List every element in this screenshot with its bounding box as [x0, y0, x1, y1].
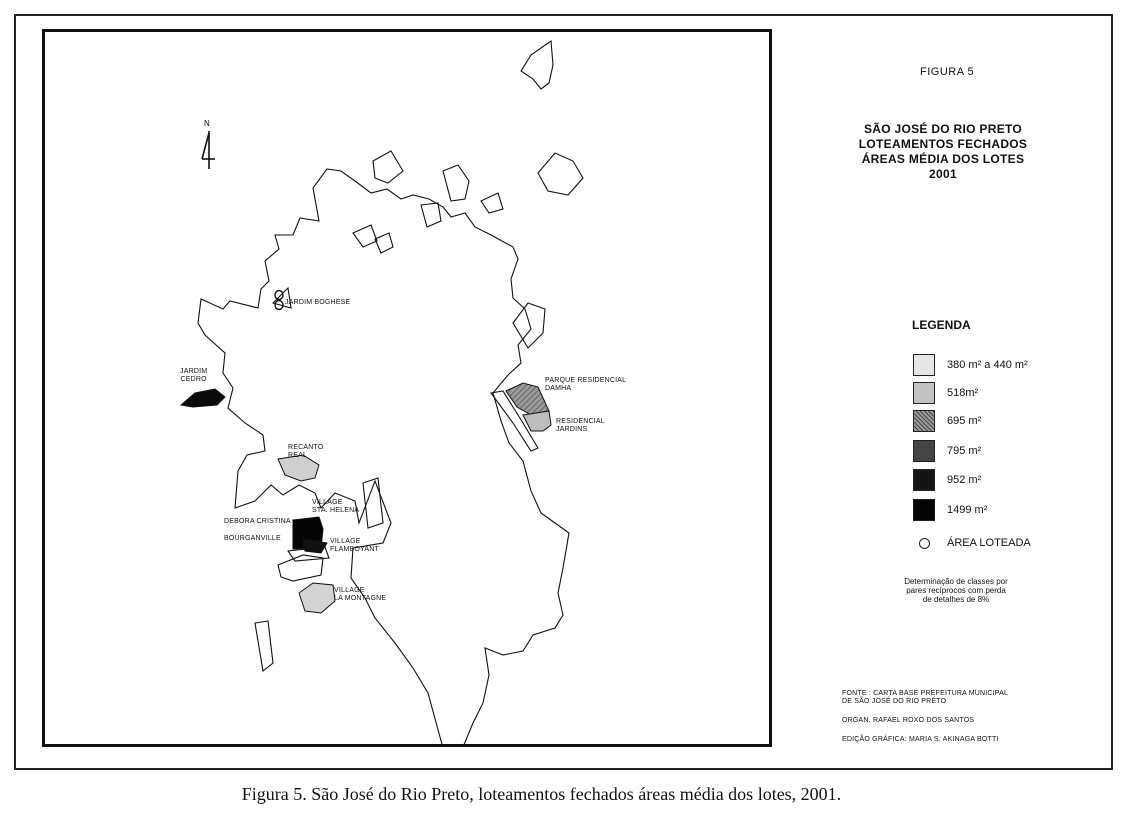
figure-label: FIGURA 5 — [920, 66, 975, 78]
figure-caption: Figura 5. São José do Rio Preto, loteamentos fechados áreas média dos lotes, 2001. — [241, 784, 842, 804]
parcel-damha — [506, 383, 549, 415]
label-jardim-cedro: JARDIM CEDRO — [180, 368, 208, 383]
title-line-3: ÁREAS MÉDIA DOS LOTES — [861, 152, 1025, 166]
parcel-residencial-jardins — [523, 411, 551, 431]
parcel-north-3 — [373, 151, 403, 183]
legend-swatch — [913, 499, 935, 521]
legend-item — [913, 354, 1028, 376]
legend-item — [913, 537, 1031, 549]
legend-item — [913, 499, 987, 521]
label-village-la-montagne: VILLAGE LA MONTAGNE — [334, 587, 387, 602]
legend-item — [913, 410, 981, 432]
legend-swatch — [913, 354, 935, 376]
label-village-flamboyant: VILLAGE FLAMBOYANT — [330, 538, 379, 553]
parcel-north-2 — [538, 153, 583, 195]
area-loteada-circle-icon — [919, 538, 930, 549]
title-line-2: LOTEAMENTOS FECHADOS — [858, 137, 1028, 151]
parcel-north-5 — [481, 193, 503, 213]
legend-title: LEGENDA — [912, 318, 971, 332]
map-drawing — [45, 32, 769, 744]
urban-area-outline — [198, 169, 569, 744]
parcel-east-1 — [513, 303, 545, 348]
classification-note: Determinação de classes por pares recíprocos com perda de detalhes de 8% — [904, 577, 1008, 604]
label-bourganville: BOURGANVILLE — [224, 535, 281, 542]
label-village-sta-helena: VILLAGE STA. HELENA — [312, 499, 360, 514]
parcel-la-montagne — [299, 583, 335, 613]
label-residencial-jardins: RESIDENCIAL JARDINS — [556, 418, 605, 433]
title-line-1: SÃO JOSÉ DO RIO PRETO — [863, 122, 1023, 136]
parcel-north-8 — [375, 233, 393, 253]
credit-graphic-edition: EDIÇÃO GRÁFICA: MARIA S. AKINAGA BOTTI — [842, 736, 999, 743]
legend-swatch — [913, 382, 935, 404]
label-jardim-boghese: JARDIM BOGHESE — [285, 299, 351, 306]
parcel-jardim-cedro — [181, 389, 225, 407]
north-letter: N — [204, 119, 210, 128]
credit-source: FONTE : CARTA BASE PREFEITURA MUNICIPAL DE SÃO JOSÉ DO RIO PRETO — [842, 690, 1009, 705]
legend-swatch — [913, 469, 935, 491]
legend-label: 795 m² — [947, 445, 982, 457]
legend-label: ÁREA LOTEADA — [947, 537, 1031, 549]
title-line-4: 2001 — [929, 167, 957, 181]
legend-item — [913, 469, 981, 491]
legend-label: 1499 m² — [947, 504, 988, 516]
map-title — [838, 122, 1048, 182]
legend-label: 952 m² — [947, 474, 982, 486]
legend-item — [913, 440, 981, 462]
legend-label: 518m² — [947, 387, 979, 399]
legend-label: 380 m² a 440 m² — [947, 359, 1028, 371]
parcel-bourganville — [303, 539, 327, 553]
legend-swatch — [913, 440, 935, 462]
parcel-north-1 — [521, 41, 553, 89]
credit-organizer: ORGAN. RAFAEL ROXO DOS SANTOS — [842, 717, 975, 724]
parcel-south-1 — [255, 621, 273, 671]
legend-label: 695 m² — [947, 415, 982, 427]
north-arrow-icon — [202, 131, 215, 169]
parcel-north-4 — [443, 165, 469, 201]
label-recanto-real: RECANTO REAL — [288, 444, 324, 459]
legend-item — [913, 382, 978, 404]
label-parque-residencial-damha: PARQUE RESIDENCIAL DAMHA — [545, 377, 627, 392]
map-panel — [42, 29, 772, 747]
parcel-north-7 — [353, 225, 377, 247]
label-debora-cristina: DEBORA CRISTINA — [224, 518, 291, 525]
legend-swatch — [913, 410, 935, 432]
parcel-north-6 — [421, 203, 441, 227]
